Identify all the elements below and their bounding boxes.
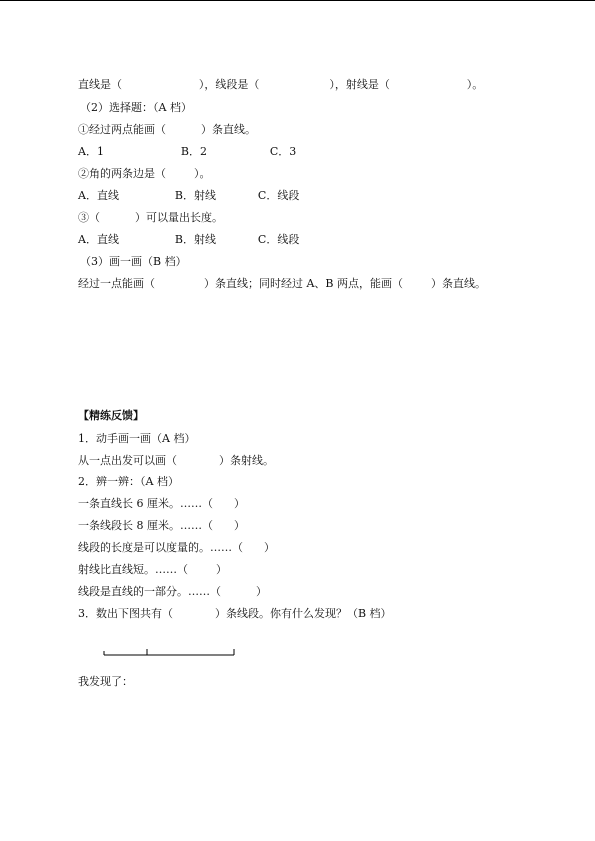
judge-statement-5: 线段是直线的一部分。……（ ） [78,585,267,598]
question-3: ③（ ）可以量出长度。 [78,211,223,224]
question-2-options: A．直线 B．射线 C．线段 [78,189,300,202]
discovery-label: 我发现了： [78,675,133,688]
feedback-item-2: 2．辨一辨：（A 档） [78,475,179,488]
judge-statement-1: 一条直线长 6 厘米。……（ ） [78,497,245,510]
feedback-heading: 【精练反馈】 [78,409,144,422]
feedback-item-1: 1．动手画一画（A 档） [78,432,196,445]
top-rule [0,0,595,1]
question-1: ①经过两点能画（ ）条直线。 [78,123,256,136]
question-3-options: A．直线 B．射线 C．线段 [78,233,300,246]
segment-diagram [98,645,238,659]
question-2: ②角的两条边是（ ）。 [78,167,211,180]
judge-statement-2: 一条线段长 8 厘米。……（ ） [78,519,245,532]
feedback-item-3: 3．数出下图共有（ ）条线段。你有什么发现？（B 档） [78,607,392,620]
question-1-options: A．1 B．2 C．3 [78,145,297,158]
section-draw-heading: （3）画一画（B 档） [80,255,187,268]
section-choice-heading: （2）选择题：（A 档） [80,101,192,114]
judge-statement-3: 线段的长度是可以度量的。……（ ） [78,541,275,554]
feedback-item-1-question: 从一点出发可以画（ ）条射线。 [78,454,274,467]
fill-blank-line-rays: 直线是（ ），线段是（ ），射线是（ ）。 [78,78,484,91]
judge-statement-4: 射线比直线短。……（ ） [78,563,227,576]
draw-question: 经过一点能画（ ）条直线；同时经过 A、B 两点，能画（ ）条直线。 [78,277,486,290]
